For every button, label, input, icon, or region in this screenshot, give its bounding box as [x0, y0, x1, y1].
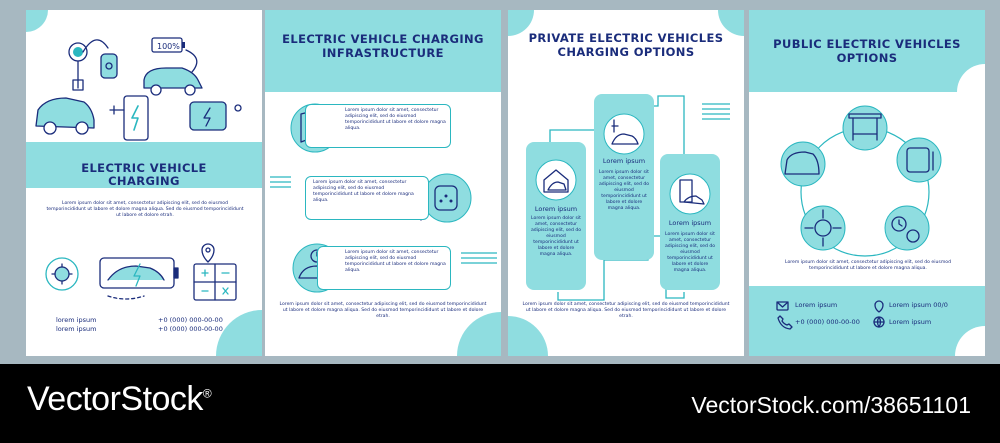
battery-percent: 100%	[157, 42, 180, 51]
contact-web: Lorem ipsum	[889, 318, 932, 326]
contact-phone: +0 (000) 000-00-00	[158, 325, 223, 333]
electric-car-icon	[36, 98, 94, 134]
brand-name: VectorStock	[27, 380, 203, 418]
public-options-decor	[749, 10, 985, 356]
panel-footer-text: Lorem ipsum dolor sit amet, consectetur adipiscing elit, sed do eiusmod temporincididunt ut labore et dolore magna aliqua. Sed do eiusmod temporincididunt ut labore et dolore etrah.	[279, 302, 487, 319]
brand-logo	[27, 380, 211, 419]
brochure-panel-infrastructure	[265, 10, 501, 356]
charging-station-icon	[110, 96, 148, 140]
contact-location: Lorem ipsum 00/0	[889, 301, 948, 309]
charging-car-icon	[781, 142, 825, 186]
apartment-charging-icon	[670, 174, 710, 214]
info-text: Lorem ipsum dolor sit amet, consectetur adipiscing elit, sed do eiusmod temporincididunt ut labore et dolore magna aliqua.	[345, 250, 446, 273]
car-battery-icon	[100, 258, 178, 288]
column-text: Lorem ipsum dolor sit amet, consectetur adipiscing elit, sed do eiusmod temporincididunt ut labore et dolore magna aliqua.	[598, 170, 650, 211]
info-text: Lorem ipsum dolor sit amet, consectetur adipiscing elit, sed do eiusmod temporincididunt ut labore et dolore magna aliqua.	[313, 180, 414, 203]
home-charging-icon	[536, 160, 576, 200]
panel-title: ELECTRIC VEHICLE CHARGING	[81, 161, 207, 188]
contact-label: lorem ipsum	[56, 325, 97, 333]
column-heading: Lorem ipsum	[668, 219, 712, 227]
contact-labels	[56, 316, 96, 334]
panel-body-text: Lorem ipsum dolor sit amet, consectetur adipiscing elit, sed do eiusmod temporincididunt ut labore et dolore magna aliqua.	[784, 260, 952, 271]
car-icon	[144, 68, 202, 95]
registered-mark: ®	[202, 386, 212, 401]
calculator-icon	[194, 264, 236, 300]
garage-charging-icon	[604, 114, 644, 154]
panel-body-text: Lorem ipsum dolor sit amet, consectetur adipiscing elit, sed do eiusmod temporincididunt ut labore et dolore magna aliqua. Sed do eiusmod temporincididunt ut labore et dolore etrah.	[46, 201, 244, 218]
contact-email: Lorem ipsum	[795, 301, 838, 309]
column-text: Lorem ipsum dolor sit amet, consectetur adipiscing elit, sed do eiusmod temporincididunt ut labore et dolore magna aliqua.	[664, 232, 716, 273]
battery-icon	[152, 38, 185, 52]
contact-label: lorem ipsum	[56, 316, 97, 324]
column-text: Lorem ipsum dolor sit amet, consectetur adipiscing elit, sed do eiusmod temporincididunt ut labore et dolore magna aliqua.	[530, 216, 582, 257]
panel-footer-text: Lorem ipsum dolor sit amet, consectetur adipiscing elit, sed do eiusmod temporincididunt ut labore et dolore magna aliqua. Sed do eiusmod temporincididunt ut labore et dolore etrah.	[522, 302, 730, 319]
brochure-panel-ev-charging	[26, 10, 262, 356]
image-url: VectorStock.com/38651101	[691, 392, 971, 418]
info-text: Lorem ipsum dolor sit amet, consectetur adipiscing elit, sed do eiusmod temporincididunt ut labore et dolore magna aliqua.	[345, 108, 446, 131]
contact-phone: +0 (000) 000-00-00	[795, 318, 860, 326]
brochure-panel-public-options	[749, 10, 985, 356]
panel-title: PRIVATE ELECTRIC VEHICLES CHARGING OPTIONS	[528, 31, 724, 59]
energy-canister-icon	[190, 102, 241, 130]
panel-title: ELECTRIC VEHICLE CHARGING INFRASTRUCTURE	[282, 32, 484, 60]
contact-phones	[158, 316, 223, 334]
charging-bus-icon	[897, 138, 941, 182]
panel-title: PUBLIC ELECTRIC VEHICLES OPTIONS	[773, 37, 961, 65]
parking-network-icon	[801, 206, 845, 250]
gear-cycle-icon	[46, 258, 78, 290]
column-heading: Lorem ipsum	[602, 157, 646, 165]
charger-plug-icon	[101, 54, 117, 78]
brochure-panel-private-options	[508, 10, 744, 356]
column-heading: Lorem ipsum	[534, 205, 578, 213]
bus-stop-icon	[843, 106, 887, 150]
cost-time-icon	[885, 206, 929, 250]
contact-phone: +0 (000) 000-00-00	[158, 316, 223, 324]
